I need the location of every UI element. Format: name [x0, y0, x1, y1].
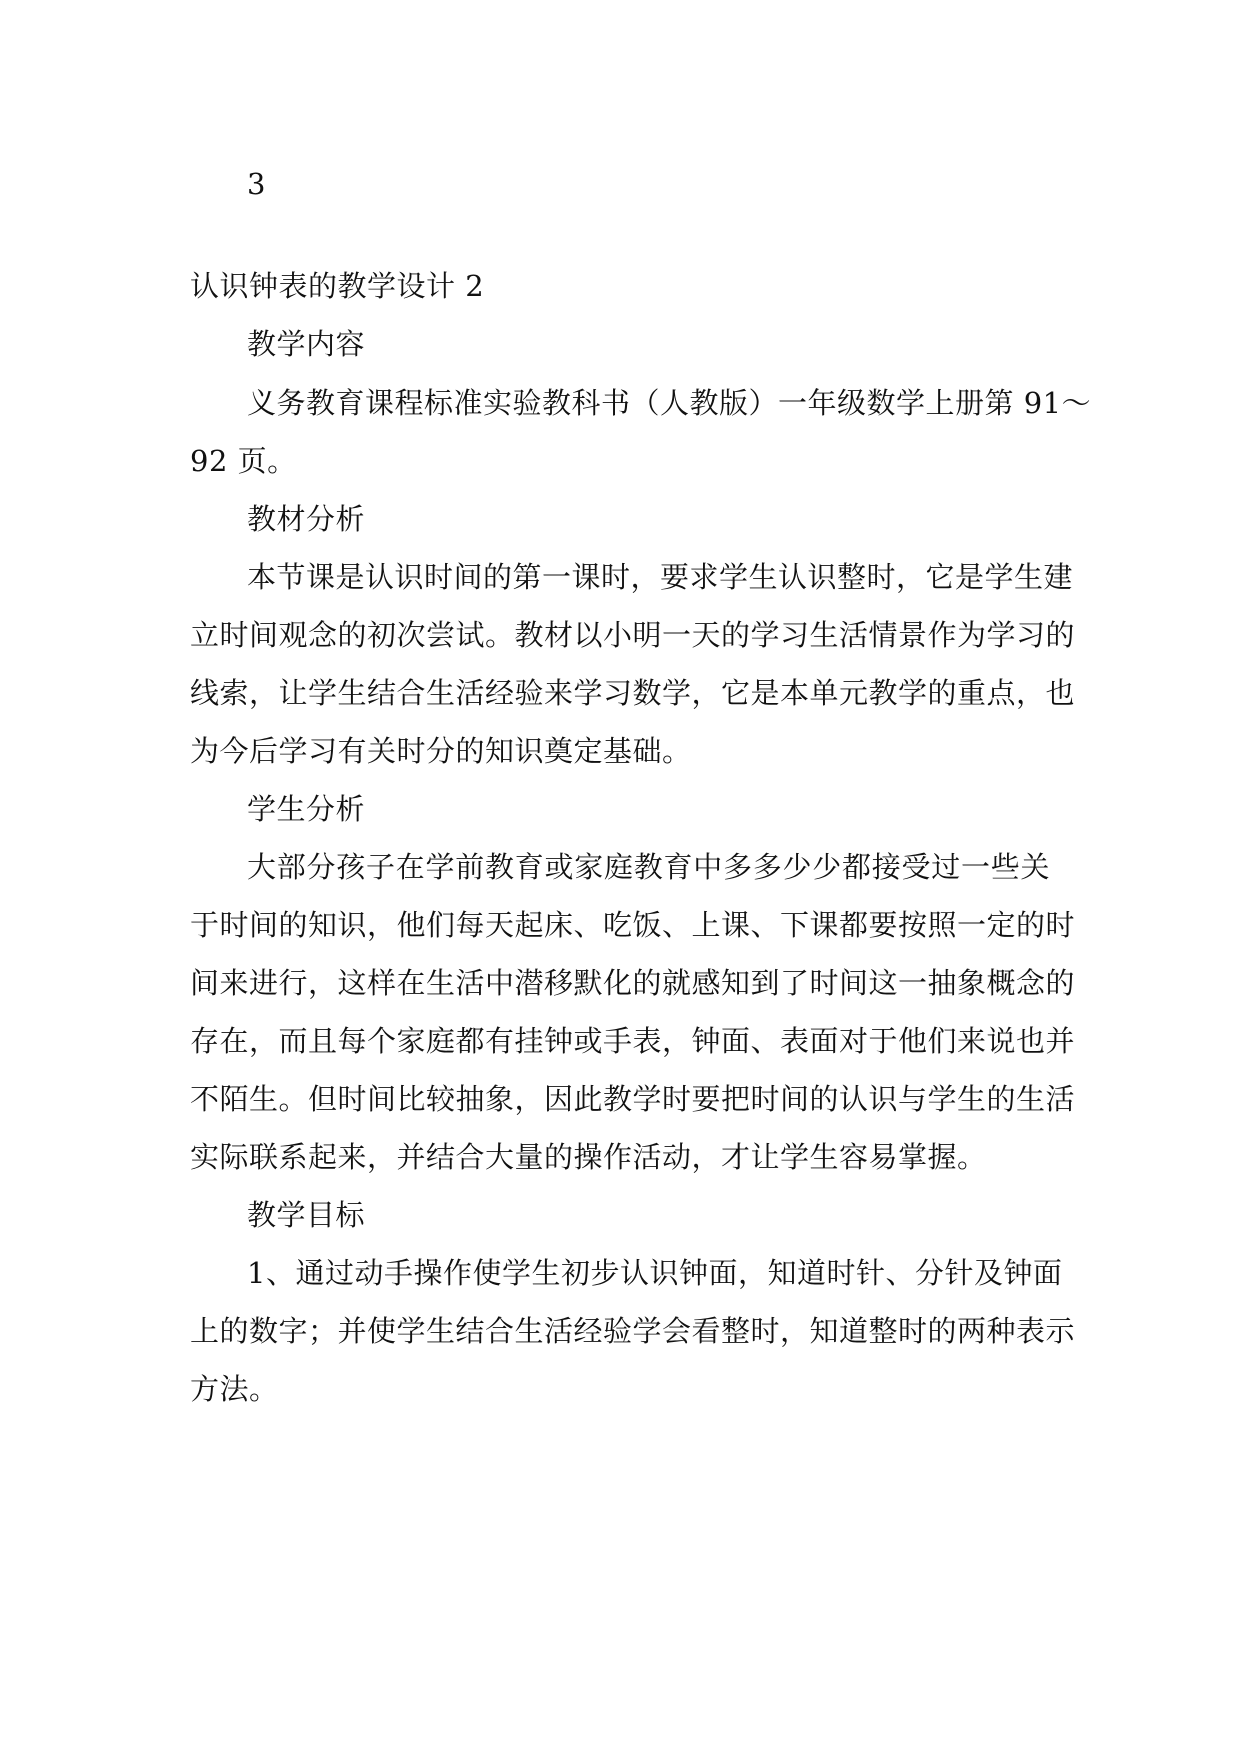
paragraph-line: 92 页。 — [190, 444, 297, 478]
paragraph-line: 实际联系起来，并结合大量的操作活动，才让学生容易掌握。 — [190, 1140, 987, 1174]
paragraph-line: 本节课是认识时间的第一课时，要求学生认识整时，它是学生建 — [247, 560, 1074, 594]
section-heading-goals: 教学目标 — [247, 1198, 366, 1232]
paragraph-line: 方法。 — [190, 1372, 279, 1406]
section-heading-material-analysis: 教材分析 — [247, 502, 366, 536]
section-heading-content: 教学内容 — [247, 327, 366, 361]
paragraph-line: 为今后学习有关时分的知识奠定基础。 — [190, 734, 692, 768]
paragraph-line: 义务教育课程标准实验教科书（人教版）一年级数学上册第 91～ — [247, 386, 1092, 420]
paragraph-line: 大部分孩子在学前教育或家庭教育中多多少少都接受过一些关 — [247, 850, 1050, 884]
paragraph-line: 线索，让学生结合生活经验来学习数学，它是本单元教学的重点，也 — [190, 676, 1076, 710]
paragraph-line: 间来进行，这样在生活中潜移默化的就感知到了时间这一抽象概念的 — [190, 966, 1076, 1000]
document-title: 认识钟表的教学设计 2 — [190, 269, 485, 303]
page-number: 3 — [247, 167, 266, 201]
paragraph-line: 1、通过动手操作使学生初步认识钟面，知道时针、分针及钟面 — [247, 1256, 1063, 1290]
paragraph-line: 于时间的知识，他们每天起床、吃饭、上课、下课都要按照一定的时 — [190, 908, 1076, 942]
paragraph-line: 不陌生。但时间比较抽象，因此教学时要把时间的认识与学生的生活 — [190, 1082, 1076, 1116]
paragraph-line: 上的数字；并使学生结合生活经验学会看整时，知道整时的两种表示 — [190, 1314, 1076, 1348]
paragraph-line: 存在，而且每个家庭都有挂钟或手表，钟面、表面对于他们来说也并 — [190, 1024, 1076, 1058]
paragraph-line: 立时间观念的初次尝试。教材以小明一天的学习生活情景作为学习的 — [190, 618, 1076, 652]
section-heading-student-analysis: 学生分析 — [247, 792, 366, 826]
